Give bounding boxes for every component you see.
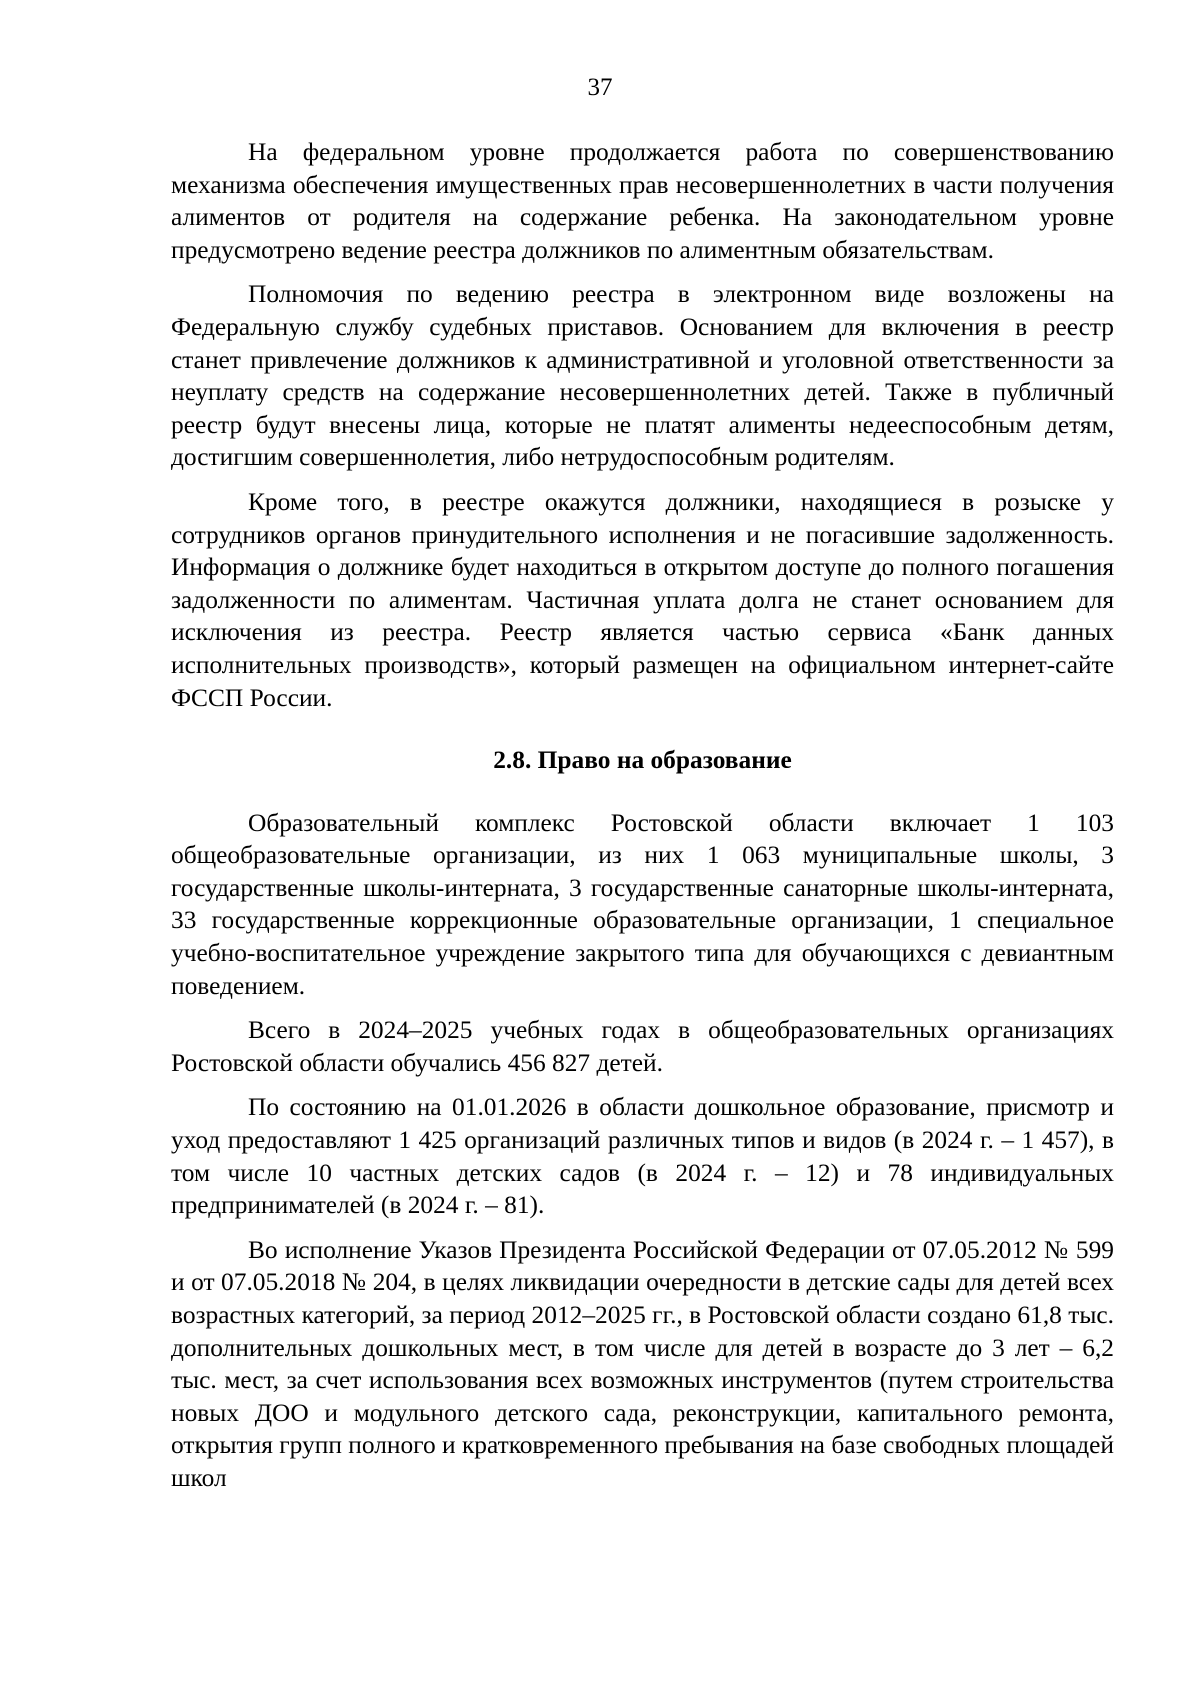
paragraph: По состоянию на 01.01.2026 в области дошкольное образование, присмотр и уход предоставляют 1 425 организаций различных типов и видов (в 2024 г. – 1 457), в том числе 10 частных детских садов (в 2024 г. – 12) и 78 индивидуальных предпринимателей (в 2024 г. – 81).: [171, 1093, 1114, 1220]
paragraph: Всего в 2024–2025 учебных годах в общеобразовательных организациях Ростовской области обучались 456 827 детей.: [171, 1016, 1114, 1077]
spacer: [171, 714, 1114, 744]
paragraph: На федеральном уровне продолжается работа по совершенствованию механизма обеспечения имущественных прав несовершеннолетних в части получения алиментов от родителя на содержание ребенка. На законодательном уровне предусмотрено ведение реестра должников по алиментным обязательствам.: [171, 138, 1114, 264]
section-heading: 2.8. Право на образование: [493, 746, 792, 775]
paragraph: Полномочия по ведению реестра в электронном виде возложены на Федеральную службу судебных приставов. Основанием для включения в реестр станет привлечение должников к административной и уголовной ответственности за неуплату средств на содержание несовершеннолетних детей. Также в публичный реестр будут внесены лица, которые не платят алименты недееспособным детям, достигшим совершеннолетия, либо нетрудоспособным родителям.: [171, 280, 1114, 472]
page-number: 37: [587, 74, 613, 101]
paragraph: Во исполнение Указов Президента Российской Федерации от 07.05.2012 № 599 и от 07.05.2018 № 204, в целях ликвидации очередности в детские сады для детей всех возрастных категорий, за период 2012–2025 гг., в Ростовской области создано 61,8 тыс. дополнительных дошкольных мест, в том числе для детей в возрасте до 3 лет – 6,2 тыс. мест, за счет использования всех возможных инструментов (путем строительства новых ДОО и модульного детского сада, реконструкции, капитального ремонта, открытия групп полного и кратковременного пребывания на базе свободных площадей школ: [171, 1235, 1114, 1492]
spacer: [171, 777, 1114, 807]
paragraph: Образовательный комплекс Ростовской области включает 1 103 общеобразовательные организации, из них 1 063 муниципальные школы, 3 государственные школы-интерната, 3 государственные санаторные школы-интерната, 33 государственные коррекционные образовательные организации, 1 специальное учебно-воспитательное учреждение закрытого типа для обучающихся с девиантным поведением.: [171, 808, 1114, 1000]
page-content: [171, 136, 1114, 1495]
paragraph: Кроме того, в реестре окажутся должники, находящиеся в розыске у сотрудников органов принудительного исполнения и не погасившие задолженность. Информация о должнике будет находиться в открытом доступе до полного погашения задолженности по алиментам. Частичная уплата долга не станет основанием для исключения из реестра. Реестр является частью сервиса «Банк данных исполнительных производств», который размещен на официальном интернет-сайте ФССП России.: [171, 487, 1114, 712]
